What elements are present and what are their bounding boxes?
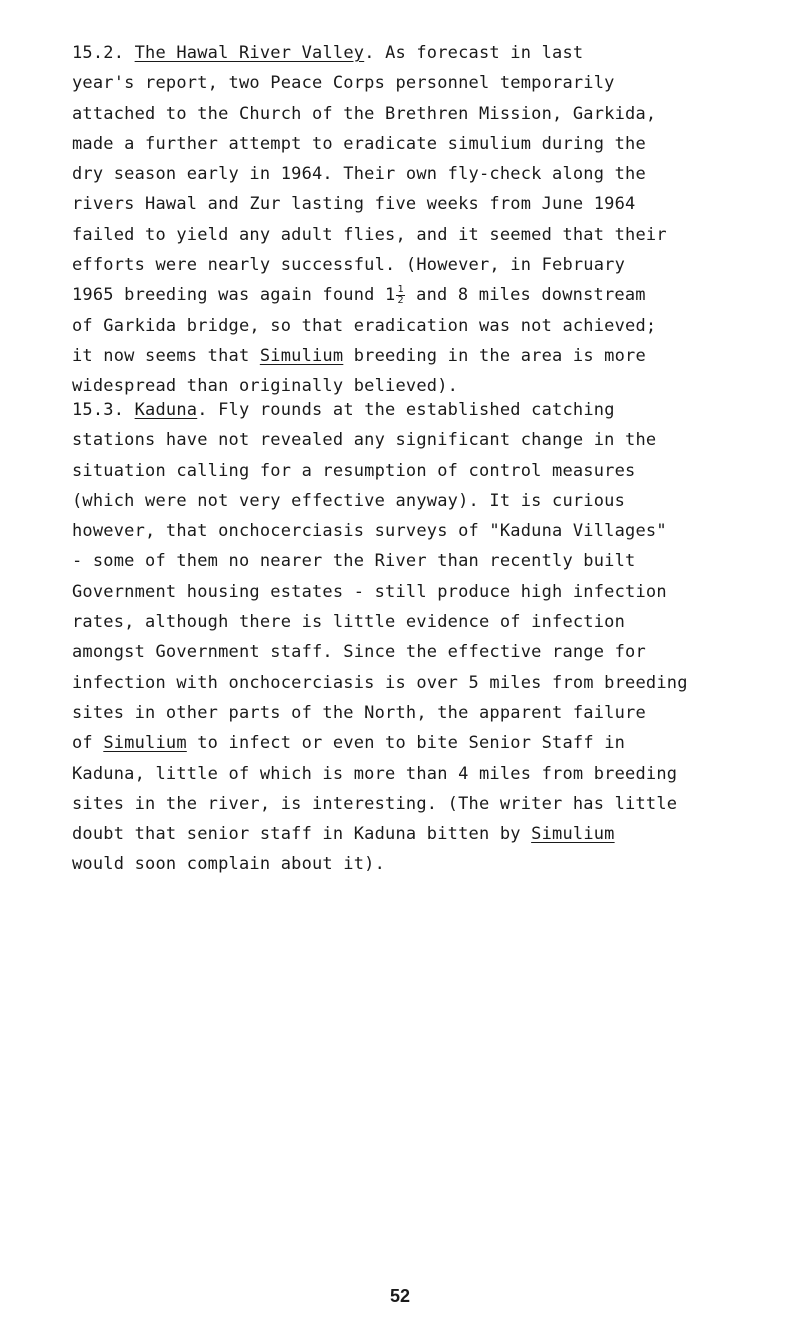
section-number: 15.3. (72, 400, 125, 420)
text-line: of Garkida bridge, so that eradication was not achieved; (72, 315, 657, 336)
text-line: stations have not revealed any significant change in the (72, 430, 657, 451)
text-span: and 8 miles downstream (405, 285, 646, 306)
section-number: 15.2. (72, 43, 125, 63)
text-span: of (72, 733, 104, 754)
text-line: dry season early in 1964. Their own fly-check along the (72, 164, 646, 185)
text-line: however, that onchocerciasis surveys of "Kaduna Villages" (72, 521, 667, 542)
text-line: efforts were nearly successful. (However, in February (72, 255, 626, 276)
text-line: amongst Government staff. Since the effective range for (72, 642, 646, 663)
text-line: sites in the river, is interesting. (The writer has little (72, 793, 678, 814)
fraction-denominator: 2 (397, 294, 404, 306)
fraction-one-half (396, 285, 404, 306)
text-line (72, 280, 762, 310)
text-line: infection with onchocerciasis is over 5 miles from breeding (72, 672, 688, 693)
text-line: failed to yield any adult flies, and it seemed that their (72, 224, 667, 245)
section-heading: The Hawal River Valley (134, 43, 365, 63)
fraction-numerator: 1 (397, 283, 404, 295)
text-line: attached to the Church of the Brethren Mission, Garkida, (72, 103, 657, 124)
text-span: it now seems that (72, 345, 260, 366)
section-heading: Kaduna (134, 400, 198, 420)
text-line: (which were not very effective anyway). It is curious (72, 490, 626, 511)
text-span: to infect or even to bite Senior Staff in (186, 733, 626, 754)
genus-name-simulium: Simulium (259, 345, 344, 366)
text-span: doubt that senior staff in Kaduna bitten by (72, 824, 532, 845)
text-line (72, 341, 762, 371)
text-span: . Fly rounds at the established catching (197, 400, 615, 420)
text-line (72, 395, 762, 425)
text-span: . As forecast in last (364, 43, 584, 63)
page-number: 52 (389, 1286, 411, 1306)
text-line: would soon complain about it). (72, 854, 386, 875)
text-line: made a further attempt to eradicate simulium during the (72, 133, 646, 154)
text-line (72, 728, 762, 758)
paragraph-15-3 (72, 395, 762, 880)
text-line: rivers Hawal and Zur lasting five weeks from June 1964 (72, 194, 636, 215)
text-line (72, 38, 762, 68)
text-span: 1965 breeding was again found 1 (72, 285, 396, 306)
text-line: situation calling for a resumption of control measures (72, 460, 636, 481)
text-span: breeding in the area is more (343, 345, 646, 366)
text-line: Kaduna, little of which is more than 4 miles from breeding (72, 763, 678, 784)
text-line: sites in other parts of the North, the apparent failure (72, 702, 646, 723)
genus-name-simulium: Simulium (103, 733, 187, 754)
text-line: rates, although there is little evidence of infection (72, 612, 626, 633)
genus-name-simulium: Simulium (531, 824, 615, 845)
text-line: - some of them no nearer the River than recently built (72, 551, 636, 572)
paragraph-15-2 (72, 38, 762, 402)
text-line (72, 819, 762, 849)
text-line: year's report, two Peace Corps personnel temporarily (72, 73, 615, 94)
text-line: widespread than originally believed). (72, 376, 459, 397)
text-line: Government housing estates - still produce high infection (72, 581, 667, 602)
